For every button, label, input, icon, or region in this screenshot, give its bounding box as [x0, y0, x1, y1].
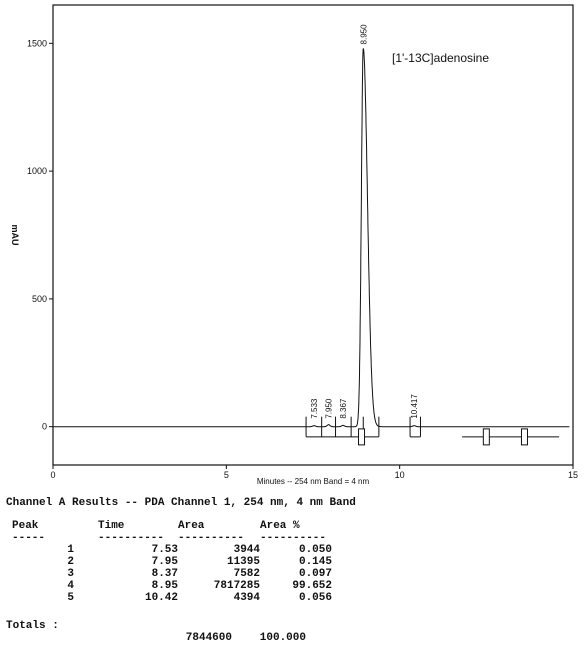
peak-area-percent: 0.145: [298, 556, 332, 568]
peak-number: 2: [67, 556, 74, 568]
peak-area-percent: 99.652: [292, 580, 332, 592]
peak-number: 5: [67, 592, 74, 604]
x-tick-label: 15: [567, 470, 579, 480]
peak-rt-label: 7.950: [324, 398, 334, 419]
plot-frame: [53, 5, 573, 465]
peak-area-percent: 0.050: [298, 544, 332, 556]
peak-time: 10.42: [144, 592, 178, 604]
peak-time: 7.95: [151, 556, 178, 568]
results-title: Channel A Results -- PDA Channel 1, 254 nm, 4 nm Band: [6, 497, 356, 509]
table-row: [12, 568, 332, 580]
peak-time: 8.95: [151, 580, 178, 592]
peak-area-percent: 0.056: [298, 592, 332, 604]
header-peak: Peak: [12, 520, 39, 532]
totals-area-percent: 100.000: [259, 632, 306, 644]
totals-label: Totals :: [6, 620, 59, 632]
peak-area: 4394: [233, 592, 260, 604]
header-area-percent: Area %: [260, 520, 300, 532]
peak-time: 8.37: [151, 568, 178, 580]
header-area: Area: [178, 520, 205, 532]
peak-rt-label: 8.950: [359, 24, 369, 45]
x-tick-label: 10: [394, 470, 405, 480]
chromatogram-trace: [53, 48, 569, 426]
table-row: [12, 592, 332, 604]
peak-rt-label: 10.417: [410, 394, 420, 419]
results-table: [12, 520, 332, 604]
underline-peak: -----: [12, 532, 46, 544]
peak-number: 3: [67, 568, 74, 580]
underline-area: ----------: [178, 532, 245, 544]
underline-time: ----------: [98, 532, 165, 544]
peak-area: 7817285: [213, 580, 260, 592]
peak-area: 11395: [226, 556, 260, 568]
x-tick-label: 5: [223, 470, 229, 480]
y-tick-label: 500: [31, 293, 47, 304]
peak-area: 3944: [233, 544, 260, 556]
x-axis-label: Minutes -- 254 nm Band = 4 nm: [256, 477, 370, 486]
y-tick-label: 1000: [26, 166, 47, 177]
integration-event-box: [521, 429, 527, 445]
peak-number: 4: [67, 580, 74, 592]
table-header-row: [12, 520, 332, 532]
y-tick-label: 0: [41, 421, 47, 432]
totals-area: 7844600: [185, 632, 232, 644]
integration-event-box: [359, 429, 365, 445]
x-tick-label: 0: [50, 470, 56, 480]
peak-area: 7582: [233, 568, 260, 580]
peak-time: 7.53: [151, 544, 178, 556]
peak-number: 1: [67, 544, 74, 556]
y-tick-label: 1500: [26, 38, 47, 49]
table-underline-row: [12, 532, 332, 544]
compound-annotation: [1'-13C]adenosine: [392, 51, 490, 65]
integration-event-box: [483, 429, 489, 445]
table-row: [12, 544, 332, 556]
header-time: Time: [98, 520, 125, 532]
peak-rt-label: 8.367: [339, 398, 349, 419]
peak-rt-label: 7.533: [310, 398, 320, 419]
table-row: [12, 556, 332, 568]
table-row: [12, 580, 332, 592]
underline-area-percent: ----------: [260, 532, 327, 544]
peak-area-percent: 0.097: [298, 568, 332, 580]
y-axis-label: mAU: [10, 224, 20, 246]
